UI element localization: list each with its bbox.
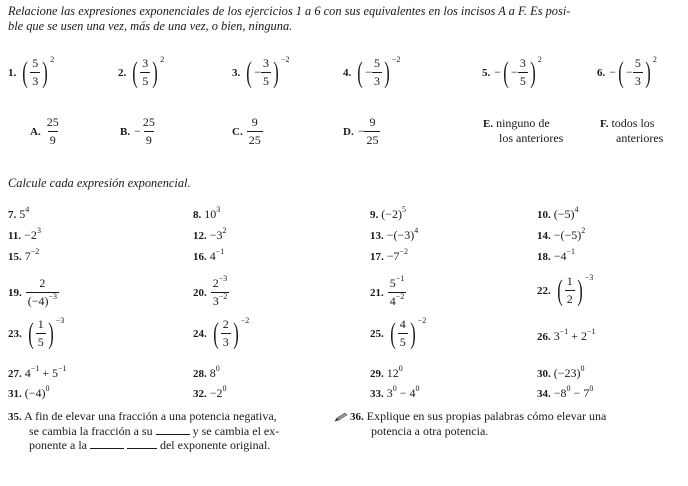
fraction-sign: − [511,65,518,80]
fraction [26,276,59,309]
option-a [30,115,61,148]
exercise-13 [370,228,418,243]
numerator: 3 [263,56,270,70]
right-paren: ) [273,55,279,89]
base: 12 [386,366,399,380]
operator: + [39,366,53,380]
option-letter: C. [232,126,243,139]
exponent: 2 [581,226,586,235]
denominator: 3 [32,74,39,88]
answer-blank-2[interactable] [90,448,124,449]
base: −4 [553,249,567,263]
exercise-15 [8,249,39,264]
question-35-line-2a: se cambia la fracción a su [29,424,153,438]
operator: − [396,386,410,400]
left-paren: ( [132,55,138,89]
matching-exercise [343,56,401,89]
exercise-number: 22. [537,285,551,298]
left-paren: ( [390,316,396,350]
numerator: 5 [374,56,381,70]
base: (−5) [553,207,575,221]
right-paren: ) [233,316,239,350]
base: 3 [212,294,219,308]
matching-exercise [8,56,54,89]
exponent: 4 [574,205,579,214]
fraction [364,115,380,148]
exercise-25 [370,317,426,350]
exercise-32 [193,386,227,401]
exponent: −3 [584,273,594,283]
left-paren: ( [246,55,252,89]
exercise-number: 21. [370,287,384,300]
exercise-20 [193,276,229,309]
option-c [232,115,263,148]
numerator: 5 [634,56,641,70]
fraction [633,56,643,89]
exponent: 2 [537,55,542,65]
exponent: −1 [58,364,67,373]
exponent: −3 [48,292,58,301]
outer-sign: − [494,65,502,80]
operator: + [568,329,582,343]
base: 10 [204,207,217,221]
exponent: 0 [45,384,50,393]
denominator: 5 [519,74,526,88]
exponent: −3 [218,274,228,283]
denominator: 3 [634,74,641,88]
exercise-number: 16. [193,251,207,263]
numerator: 4 [399,317,406,331]
exercise-number: 27. [8,368,22,380]
fraction-sign: − [365,65,373,80]
matching-exercise [232,56,290,89]
option-f-line-1: todos los [611,116,655,130]
exercise-23 [8,317,64,350]
fraction [30,56,40,89]
question-35-line-3b: del exponente original. [159,438,271,452]
numerator [388,276,407,292]
exponent: −1 [395,274,405,283]
left-paren: ( [22,55,28,89]
base: 8 [209,366,216,380]
right-paren: ) [410,316,416,350]
right-paren: ) [42,55,48,89]
base: 5 [19,207,26,221]
exercise-number: 26. [537,331,551,343]
exercise-21 [370,276,406,309]
exercise-29 [370,366,403,381]
base: 4 [209,249,216,263]
pencil-icon [334,412,348,422]
exponent: 0 [589,384,594,393]
denominator: 3 [374,74,381,88]
left-paren: ( [557,273,563,307]
exercise-number: 5. [482,67,491,80]
calc-heading: Calcule cada expresión exponencial. [8,176,191,190]
exponent: −2 [281,55,290,65]
instructions-line-1: Relacione las expresiones exponenciales de los ejercicios 1 a 6 con sus equivalentes en los incisos A a F. Es posi- [8,4,571,18]
option-letter: B. [120,126,131,139]
numerator: 2 [39,276,46,290]
exercise-number: 29. [370,368,384,380]
numerator: 1 [566,274,573,288]
matching-exercise [118,56,164,89]
exponent: −1 [566,247,576,256]
right-paren: ) [577,273,583,307]
base: −2 [209,386,223,400]
base: −3 [209,228,223,242]
denominator: 5 [399,335,406,349]
exercise-number: 34. [537,388,551,400]
option-e [483,116,563,145]
question-35-line-2b: y se cambia el ex- [192,424,280,438]
exponent: 2 [222,226,227,235]
option-b [120,115,157,148]
denominator: 3 [222,335,229,349]
exercise-19 [8,276,59,309]
denominator: 9 [145,133,152,147]
denominator: 5 [142,74,149,88]
exercise-number: 9. [370,209,379,221]
exponent: −3 [55,316,65,326]
denominator: 2 [566,292,573,306]
exponent: −2 [30,247,40,256]
base: 7 [24,249,31,263]
fraction [45,115,61,148]
base: 3 [386,386,393,400]
exponent: 5 [402,205,407,214]
exercise-30 [537,366,585,381]
left-paren: ( [503,55,509,89]
exponent: 4 [414,226,419,235]
exercise-number: 30. [537,368,551,380]
option-f-letter: F. [600,118,609,130]
exercise-33 [370,386,420,401]
denominator: 9 [49,133,56,147]
exercise-number: 8. [193,209,202,221]
exponent: −2 [417,316,427,326]
exercise-number: 11. [8,230,22,242]
question-36-line-2: potencia a otra potencia. [371,424,489,438]
exercise-number: 23. [8,328,22,341]
exponent: −1 [559,327,569,336]
option-e-line-1: ninguno de [496,116,550,130]
fraction [372,56,382,89]
exponent: 0 [580,364,585,373]
option-e-letter: E. [483,118,494,130]
exponent: −1 [30,364,40,373]
operator: − [570,386,584,400]
fraction-sign: − [254,65,262,80]
base: −(−3) [386,228,415,242]
numerator: 25 [142,115,155,129]
exercise-number: 13. [370,230,384,242]
exponent: 4 [25,205,30,214]
question-35-line-1: A fin de elevar una fracción a una potencia negativa, [24,409,277,423]
left-paren: ( [357,55,363,89]
exercise-24 [193,317,249,350]
exercise-number: 35. [8,411,22,423]
exercise-31 [8,386,50,401]
option-e-line-2: los anteriores [499,131,564,145]
exercise-number: 25. [370,328,384,341]
fraction [388,276,407,309]
base: 2 [212,276,219,290]
exercise-number: 10. [537,209,551,221]
exercise-number: 19. [8,287,22,300]
exercise-22 [537,274,593,307]
exponent: 0 [415,384,420,393]
fraction [247,115,263,148]
numerator: 3 [519,56,526,70]
numerator [211,276,230,292]
exponent: −2 [240,316,250,326]
right-paren: ) [152,55,158,89]
exercise-number: 28. [193,368,207,380]
exponent: −2 [399,247,409,256]
exercise-number: 1. [8,67,17,80]
option-f [600,116,663,145]
answer-blank-3[interactable] [127,448,157,449]
denominator [26,292,59,309]
denominator [388,292,407,309]
fraction [518,56,528,89]
exponent: 2 [652,55,657,65]
exercise-18 [537,249,575,264]
base: (−2) [381,207,403,221]
fraction-sign: − [626,65,633,80]
numerator: 9 [369,115,376,129]
exercise-number: 7. [8,209,17,221]
exercise-8 [193,207,220,222]
option-sign: − [134,124,141,139]
exercise-11 [8,228,41,243]
exercise-number: 17. [370,251,384,263]
exponent: 0 [398,364,403,373]
exponent: 0 [215,364,220,373]
exercise-number: 4. [343,67,352,80]
exercise-number: 12. [193,230,207,242]
exercise-17 [370,249,408,264]
question-35-line-3a: ponente a la [29,438,87,452]
option-letter: D. [343,126,354,139]
denominator: 5 [263,74,270,88]
exercise-16 [193,249,224,264]
fraction [261,56,271,89]
base: −2 [24,228,37,242]
right-paren: ) [48,316,54,350]
base: (−4) [24,386,46,400]
fraction [211,276,230,309]
left-paren: ( [28,316,34,350]
base: 7 [583,386,590,400]
exponent: 0 [222,384,227,393]
option-f-line-2: anteriores [616,131,664,145]
option-sign: − [357,124,365,139]
outer-sign: − [609,65,617,80]
fraction [221,317,231,350]
base: 3 [553,329,560,343]
exercise-28 [193,366,220,381]
exponent: −1 [587,327,596,336]
fraction [398,317,408,350]
exponent: −2 [392,55,401,65]
fraction [141,115,157,148]
matching-exercise [597,56,657,89]
exercise-number: 24. [193,328,207,341]
denominator: 5 [37,335,44,349]
base: 5 [389,276,396,290]
exercise-number: 6. [597,67,606,80]
exercise-number: 36. [350,411,364,423]
numerator: 3 [142,56,149,70]
exercise-14 [537,228,585,243]
exponent: −1 [215,247,225,256]
exercise-number: 15. [8,251,22,263]
option-d [343,115,380,148]
denominator [211,292,230,309]
numerator: 9 [251,115,258,129]
exercise-number: 31. [8,388,22,400]
exponent: −2 [218,292,228,301]
left-paren: ( [618,55,624,89]
exercise-12 [193,228,227,243]
exercise-27 [8,366,67,381]
instructions-line-2: ble que se usen una vez, más de una vez, o bien, ninguna. [8,19,293,33]
right-paren: ) [384,55,390,89]
exponent: 0 [566,384,571,393]
exercise-number: 32. [193,388,207,400]
exercise-10 [537,207,579,222]
exercise-number: 2. [118,67,127,80]
denominator: 25 [366,133,379,147]
instructions [8,4,680,34]
right-paren: ) [530,55,536,89]
base: −7 [386,249,400,263]
base: 5 [52,366,59,380]
fraction [36,317,46,350]
answer-blank-1[interactable] [156,434,190,435]
fraction [140,56,150,89]
exercise-number: 18. [537,251,551,263]
numerator: 25 [46,115,59,129]
numerator: 5 [32,56,39,70]
exercise-number: 3. [232,67,241,80]
exercise-9 [370,207,406,222]
matching-exercise [482,56,542,89]
fraction [565,274,575,307]
numerator: 2 [222,317,229,331]
exercise-number: 20. [193,287,207,300]
base: 4 [409,386,416,400]
base: (−4) [27,294,49,308]
denominator: 25 [248,133,261,147]
base: 4 [389,294,396,308]
right-paren: ) [645,55,651,89]
question-36 [350,409,606,438]
exercise-26 [537,329,596,344]
exponent: 2 [160,55,165,65]
exponent: 0 [392,384,397,393]
base: 2 [581,329,588,343]
exercise-34 [537,386,593,401]
option-letter: A. [30,126,41,139]
left-paren: ( [213,316,219,350]
numerator: 1 [37,317,44,331]
base: 4 [24,366,31,380]
exercise-number: 14. [537,230,551,242]
exponent: 3 [36,226,41,235]
exercise-number: 33. [370,388,384,400]
question-35 [8,409,279,452]
base: −8 [553,386,567,400]
question-36-line-1: Explique en sus propias palabras cómo elevar una [366,409,607,423]
exponent: 2 [50,55,55,65]
exercise-7 [8,207,29,222]
base: (−23) [553,366,581,380]
exponent: −2 [395,292,405,301]
base: −(−5) [553,228,582,242]
exponent: 3 [216,205,221,214]
